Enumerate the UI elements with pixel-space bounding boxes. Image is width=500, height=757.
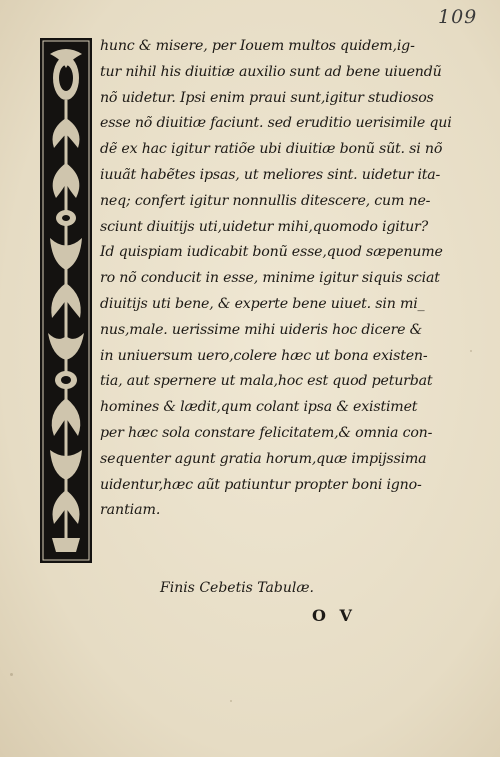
text-line: per hæc sola constare felicitatem,& omnia con- — [100, 424, 433, 441]
colophon-finis: Finis Cebetis Tabulæ. — [160, 580, 314, 596]
text-line: ro nõ conducit in esse, minime igitur siquis sciat — [100, 270, 440, 287]
text-line: diuitijs uti bene, & experte bene uiuet. sin mi_ — [100, 295, 425, 312]
paper-speck — [230, 700, 232, 702]
text-line: in uniuersum uero,colere hæc ut bona existen- — [100, 347, 428, 364]
text-line: rantiam. — [100, 502, 161, 519]
body-text — [100, 34, 480, 524]
woodcut-border-ornament — [40, 38, 92, 563]
folio-number: 109 — [438, 6, 478, 28]
text-line: iuuãt habẽtes ipsas, ut meliores sint. uidetur ita- — [100, 166, 441, 183]
text-line: sciunt diuitijs uti,uidetur mihi,quomodo igitur? — [100, 218, 428, 235]
text-line: hunc & misere, per Iouem multos quidem,ig- — [100, 38, 415, 54]
text-line: nõ uidetur. Ipsi enim praui sunt,igitur studiosos — [100, 89, 434, 106]
text-line: tur nihil his diuitiæ auxilio sunt ad bene uiuendũ — [100, 63, 442, 80]
text-line: neq; confert igitur nonnullis ditescere, cum ne- — [100, 192, 431, 209]
text-line: tia, aut spernere ut mala,hoc est quod peturbat — [100, 373, 433, 390]
text-line: homines & lædit,qum colant ipsa & existimet — [100, 399, 418, 416]
text-line: nus,male. uerissime mihi uideris hoc dicere & — [100, 321, 423, 338]
signature-mark: O V — [312, 606, 356, 625]
paper-speck — [470, 350, 472, 352]
text-line: esse nõ diuitiæ faciunt. sed eruditio uerisimile qui — [100, 115, 452, 132]
text-line: sequenter agunt gratia horum,quæ impijssima — [100, 450, 427, 467]
paper-speck — [10, 673, 13, 676]
text-line: uidentur,hæc aũt patiuntur propter boni igno- — [100, 476, 422, 493]
text-line: dẽ ex hac igitur ratiõe ubi diuitiæ bonũ sũt. si nõ — [100, 141, 443, 158]
text-line: Id quispiam iudicabit bonũ esse,quod sæpenume — [100, 244, 443, 261]
